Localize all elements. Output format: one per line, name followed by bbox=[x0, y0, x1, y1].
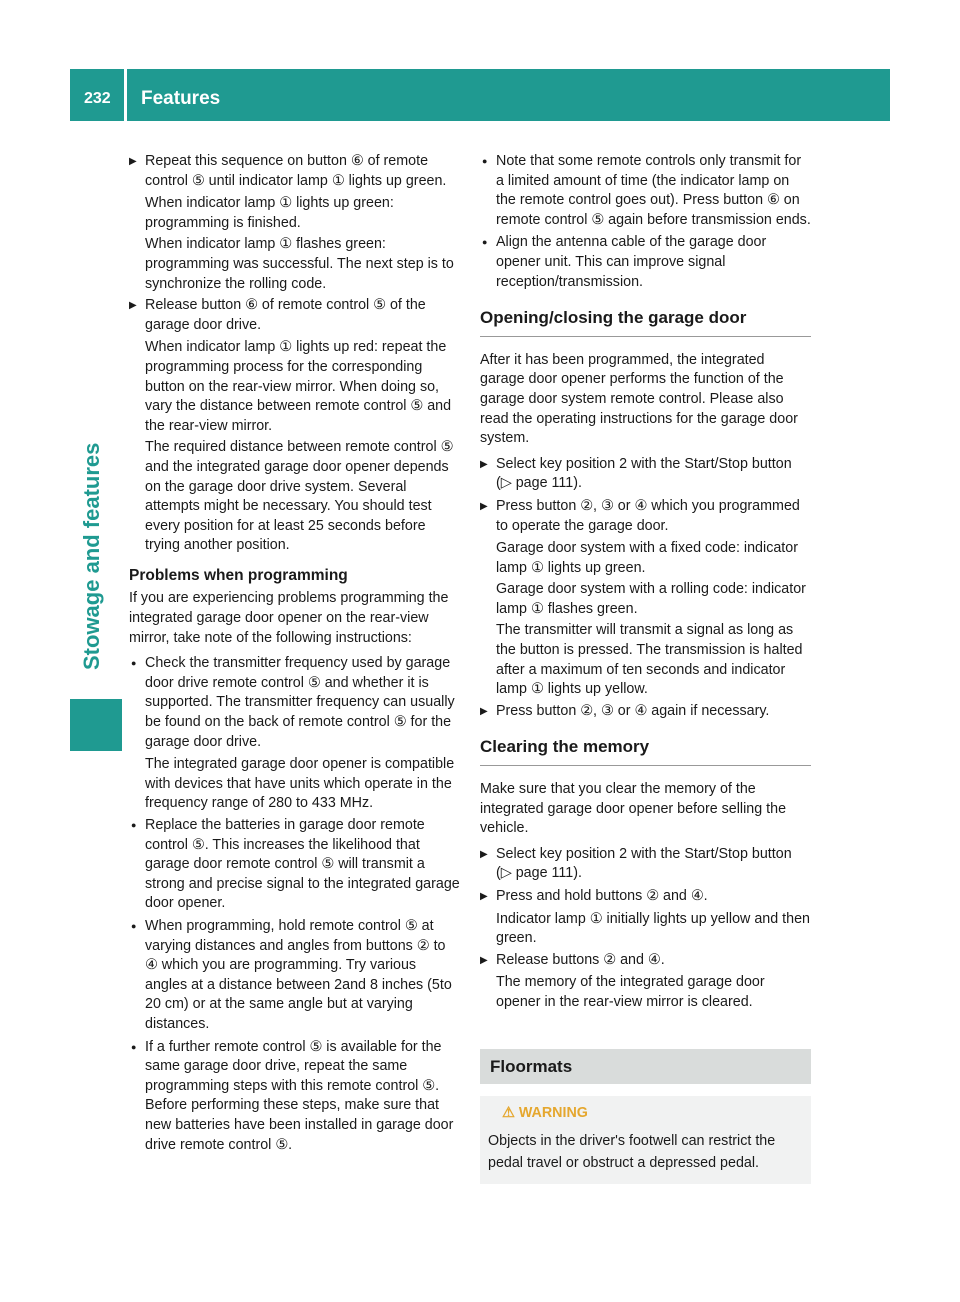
warning-box bbox=[480, 1096, 811, 1184]
opening-intro: After it has been programmed, the integrated garage door opener performs the function of the garage door system remote control. Please also read the operating instructions for the garage door system. bbox=[480, 351, 798, 447]
problems-heading: Problems when programming bbox=[129, 566, 348, 584]
bullet-item: ● If a further remote control ⑤ is available for the same garage door drive, repeat the same programming steps with this remote control ⑤. Before performing these steps, make sure that new batteries have been installed in garage door drive remote control ⑤. bbox=[129, 1038, 460, 1156]
step-result-text: The memory of the integrated garage door opener in the rear-view mirror is cleared. bbox=[496, 974, 765, 1010]
bullet-item: ● When programming, hold remote control ⑤ at varying distances and angles from buttons ② to ④ which you are programming. Try various angles at a distance between 2and 8 inches (5to 20 cm) or at the same angle but at varying distances. bbox=[129, 917, 460, 1035]
page-number: 232 bbox=[84, 90, 111, 107]
step-result-text: The required distance between remote control ⑤ and the integrated garage door opener depends on the garage door drive system. Several attempts might be necessary. You should test every position for at least 25 seconds before trying another position. bbox=[145, 439, 454, 554]
problems-intro: If you are experiencing problems programming the integrated garage door opener on the rear-view mirror, take note of the following instructions: bbox=[129, 590, 449, 646]
section-side-label: Stowage and features bbox=[79, 442, 104, 670]
bullet-item: ● Note that some remote controls only transmit for a limited amount of time (the indicator lamp on the remote control goes out). Press button ⑥ on remote control ⑤ again before transmission ends. bbox=[480, 152, 811, 230]
step-press-button: ▶ Press button ②, ③ or ④ which you programmed to operate the garage door. bbox=[480, 497, 811, 536]
bullet-item: ● Align the antenna cable of the garage door opener unit. This can improve signal reception/transmission. bbox=[480, 233, 811, 292]
step-result-text: Indicator lamp ① initially lights up yellow and then green. bbox=[496, 910, 811, 947]
header-divider bbox=[124, 69, 127, 121]
step-repeat-sequence: ▶ Repeat this sequence on button ⑥ of remote control ⑤ until indicator lamp ① lights up green. bbox=[129, 152, 460, 191]
warning-triangle-icon: ⚠ bbox=[502, 1105, 515, 1122]
step-result-text: When indicator lamp ① flashes green: programming was successful. The next step is to synchronize the rolling code. bbox=[145, 236, 454, 292]
warning-heading bbox=[488, 1104, 803, 1124]
bullet-item: ● Check the transmitter frequency used by garage door drive remote control ⑤ and whether it is supported. The transmitter frequency can usually be found on the back of remote control ⑤ for the garage door drive. bbox=[129, 654, 460, 752]
step-release-buttons: ▶ Release buttons ② and ④. bbox=[480, 951, 811, 971]
warning-text: Objects in the driver's footwell can restrict the pedal travel or obstruct a depressed pedal. bbox=[488, 1132, 776, 1171]
step-select-key: ▶ Select key position 2 with the Start/Stop button (▷ page 111). bbox=[480, 455, 811, 494]
step-press-hold: ▶ Press and hold buttons ② and ④. bbox=[480, 887, 811, 907]
right-column bbox=[480, 152, 811, 1184]
step-select-key: ▶ Select key position 2 with the Start/Stop button (▷ page 111). bbox=[480, 845, 811, 884]
step-result-text: The transmitter will transmit a signal as long as the button is pressed. The transmission is halted after a maximum of ten seconds and indicator lamp ① lights up yellow. bbox=[496, 622, 803, 698]
bullet-note: The integrated garage door opener is compatible with devices that have units which operate in the frequency range of 280 to 433 MHz. bbox=[145, 756, 455, 812]
clearing-intro: Make sure that you clear the memory of the integrated garage door opener before selling the vehicle. bbox=[480, 781, 787, 837]
step-result-text: When indicator lamp ① lights up red: repeat the programming process for the corresponding button on the rear-view mirror. When doing so, vary the distance between remote control ⑤ and the rear-view mirror. bbox=[145, 339, 452, 434]
opening-heading: Opening/closing the garage door bbox=[480, 308, 811, 337]
warning-label: WARNING bbox=[518, 1105, 588, 1122]
page-title: Features bbox=[141, 88, 221, 109]
step-release-button: ▶ Release button ⑥ of remote control ⑤ of the garage door drive. bbox=[129, 296, 460, 335]
clearing-heading: Clearing the memory bbox=[480, 737, 811, 766]
left-column bbox=[129, 152, 460, 1158]
side-tab-marker bbox=[70, 699, 122, 751]
bullet-item: ● Replace the batteries in garage door remote control ⑤. This increases the likelihood that garage door remote control ⑤ will transmit a strong and precise signal to the integrated garage door opener. bbox=[129, 816, 460, 914]
step-result-text: Garage door system with a fixed code: indicator lamp ① lights up green. bbox=[496, 540, 798, 576]
step-result-text: Garage door system with a rolling code: indicator lamp ① flashes green. bbox=[496, 581, 806, 617]
floormats-heading: Floormats bbox=[480, 1049, 811, 1085]
step-press-again: ▶ Press button ②, ③ or ④ again if necessary. bbox=[480, 702, 811, 722]
step-result-text: When indicator lamp ① lights up green: programming is finished. bbox=[145, 195, 394, 231]
